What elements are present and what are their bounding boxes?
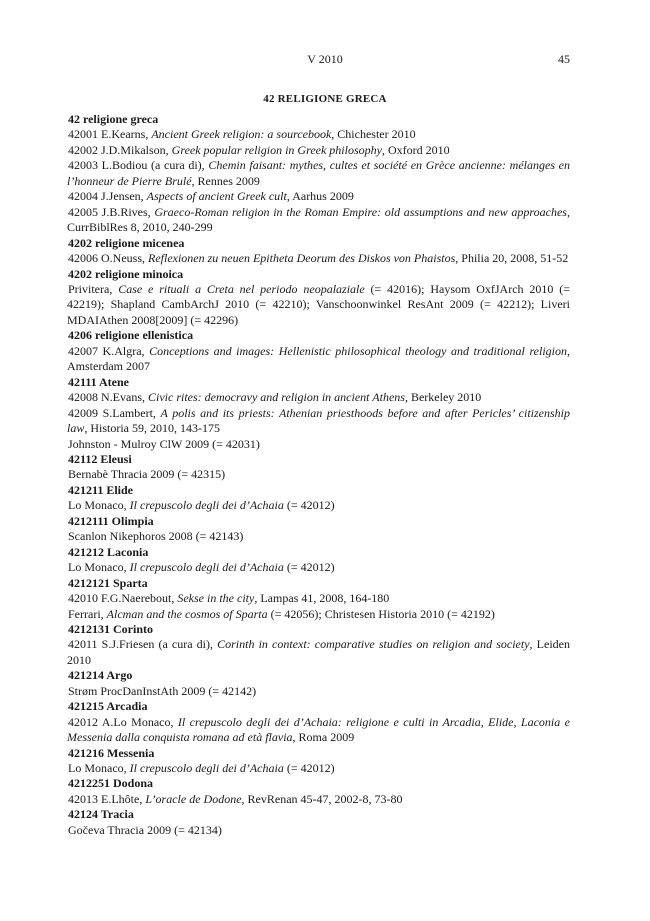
entry-title: Alcman and the cosmos of Sparta: [106, 606, 268, 621]
bibliography-entry: [67, 189, 570, 204]
entry-text: 42010 F.G.Naerebout,: [68, 591, 178, 606]
entry-text: Scanlon Nikephoros 2008 (= 42143): [68, 529, 244, 544]
entry-text: , Roma 2009: [292, 730, 355, 745]
entry-title: Il crepuscolo degli dei d’Achaia: [129, 498, 284, 513]
bibliography-entry: [67, 792, 570, 807]
entry-text: Privitera,: [68, 281, 119, 296]
bibliography-entry: [67, 498, 570, 513]
bibliography-entry: [67, 437, 570, 452]
entry-text: , Historia 59, 2010, 143-175: [84, 421, 220, 436]
entry-text: 42012 A.Lo Monaco,: [68, 714, 178, 729]
entry-title: A polis and its priests: Athenian priesthoods before and after Pericles’ citizenship law: [67, 405, 570, 436]
bibliography-entry: [67, 607, 570, 622]
section-heading: 421214 Argo: [68, 668, 133, 683]
entry-title: Greek popular religion in Greek philosophy: [171, 142, 382, 157]
entry-text: Lo Monaco,: [68, 560, 130, 575]
entry-text: 42008 N.Evans,: [68, 390, 148, 405]
entry-text: 42013 E.Lhôte,: [68, 791, 146, 806]
entry-text: , Chichester 2010: [331, 127, 416, 142]
bibliography-list: [67, 112, 570, 838]
section-heading: 4212251 Dodona: [68, 776, 154, 791]
entry-text: Lo Monaco,: [68, 498, 130, 513]
bibliography-entry: [67, 344, 570, 375]
entry-title: Case e rituali a Creta nel periodo neopalaziale: [118, 281, 365, 296]
bibliography-entry: [67, 637, 570, 668]
entry-text: 42004 J.Jensen,: [68, 189, 147, 204]
entry-text: , Oxford 2010: [381, 142, 450, 157]
entry-text: , RevRenan 45-47, 2002-8, 73-80: [241, 791, 403, 806]
entry-text: (= 42012): [283, 761, 335, 776]
entry-text: Lo Monaco,: [68, 761, 130, 776]
entry-text: , Berkeley 2010: [404, 390, 482, 405]
entry-text: 42002 J.D.Mikalson,: [68, 142, 172, 157]
entry-title: Aspects of ancient Greek cult: [146, 189, 287, 204]
bibliography-entry: [67, 467, 570, 482]
entry-title: Ancient Greek religion: a sourcebook: [151, 127, 332, 142]
section-heading: 4202 religione minoica: [68, 266, 184, 281]
bibliography-entry: [67, 406, 570, 437]
entry-title: Sekse in the city: [177, 591, 255, 606]
entry-text: , Aarhus 2009: [286, 189, 354, 204]
section-heading: 42111 Atene: [68, 374, 130, 389]
entry-text: Bernabè Thracia 2009 (= 42315): [68, 467, 226, 482]
bibliography-entry: [67, 591, 570, 606]
bibliography-entry: [67, 127, 570, 142]
section-heading: 42112 Eleusi: [68, 451, 132, 466]
entry-text: (= 42012): [283, 560, 335, 575]
entry-text: , Leiden 2010: [67, 637, 570, 667]
section-heading: 421215 Arcadia: [68, 699, 148, 714]
section-heading: 4206 religione ellenistica: [68, 328, 194, 343]
entry-title: Il crepuscolo degli dei d’Achaia: religione e culti in Arcadia, Elide, Laconia e Messenia dalla conquista romana ad età flavia: [67, 714, 570, 745]
bibliography-entry: [67, 684, 570, 699]
entry-text: 42003 L.Bodiou (a cura di),: [68, 158, 209, 173]
entry-text: 42001 E.Kearns,: [68, 127, 152, 142]
section-heading: 4212131 Corinto: [68, 621, 153, 636]
entry-title: Chemin faisant: mythes, cultes et société en Grèce ancienne: mélanges en l’honneur de Pierre Brulé: [67, 158, 571, 188]
section-heading: 42124 Tracia: [68, 807, 134, 822]
entry-text: 42006 O.Neuss,: [68, 251, 148, 266]
entry-title: Civic rites: democravy and religion in ancient Athens: [148, 390, 405, 405]
entry-text: , Rennes 2009: [191, 173, 260, 188]
entry-text: (= 42016); Haysom OxfJArch 2010 (= 42219); Shapland CambArchJ 2010 (= 42210); Vanschoonwinkel ResAnt 2009 (= 42212); Liveri MDAIAthen 2008[2009] (= 42296): [67, 281, 570, 327]
entry-text: (= 42056); Christesen Historia 2010 (= 42192): [267, 606, 495, 621]
bibliography-entry: [67, 761, 570, 776]
entry-text: Strøm ProcDanInstAth 2009 (= 42142): [68, 683, 257, 698]
bibliography-entry: [67, 282, 570, 328]
section-heading: 421211 Elide: [68, 482, 134, 497]
bibliography-entry: [67, 158, 570, 189]
bibliography-entry: [67, 823, 570, 838]
entry-title: Graeco-Roman religion in the Roman Empire: old assumptions and new approaches: [154, 204, 567, 219]
bibliography-entry: [67, 715, 570, 746]
entry-text: , Lampas 41, 2008, 164-180: [254, 591, 390, 606]
entry-text: , CurrBiblRes 8, 2010, 240-299: [67, 204, 570, 235]
entry-text: Johnston - Mulroy ClW 2009 (= 42031): [68, 436, 260, 451]
entry-text: , Philia 20, 2008, 51-52: [455, 251, 569, 266]
section-heading: 421212 Laconia: [68, 544, 149, 559]
running-head: V 2010: [307, 52, 343, 66]
entry-text: Ferrari,: [68, 606, 107, 621]
entry-text: 42007 K.Algra,: [68, 343, 150, 358]
bibliography-entry: [67, 529, 570, 544]
entry-text: 42011 S.J.Friesen (a cura di),: [68, 637, 218, 652]
bibliography-entry: [67, 251, 570, 266]
page-number: 45: [558, 52, 570, 66]
entry-text: , Amsterdam 2007: [67, 343, 570, 374]
entry-text: (= 42012): [283, 498, 335, 513]
bibliography-entry: [67, 390, 570, 405]
entry-title: Il crepuscolo degli dei d’Achaia: [129, 560, 284, 575]
section-heading: 4212111 Olimpia: [68, 513, 154, 528]
entry-title: Il crepuscolo degli dei d’Achaia: [129, 761, 284, 776]
bibliography-entry: [67, 143, 570, 158]
section-heading: 42 religione greca: [68, 112, 159, 126]
entry-title: Conceptions and images: Hellenistic philosophical theology and traditional religion: [149, 343, 567, 358]
entry-text: 42005 J.B.Rives,: [68, 204, 155, 219]
section-heading: 421216 Messenia: [68, 745, 155, 760]
entry-title: Reflexionen zu neuen Epitheta Deorum des Diskos von Phaistos: [148, 251, 456, 266]
entry-title: L’oracle de Dodone: [145, 791, 242, 806]
chapter-title: 42 RELIGIONE GRECA: [263, 93, 387, 105]
section-heading: 4202 religione micenea: [68, 235, 185, 250]
entry-text: 42009 S.Lambert,: [68, 405, 161, 420]
bibliography-entry: [67, 560, 570, 575]
section-heading: 4212121 Sparta: [68, 575, 148, 590]
page-header: [0, 52, 650, 70]
entry-title: Corinth in context: comparative studies on religion and society: [217, 637, 530, 652]
bibliography-entry: [67, 205, 570, 236]
entry-text: Gočeva Thracia 2009 (= 42134): [68, 822, 222, 837]
